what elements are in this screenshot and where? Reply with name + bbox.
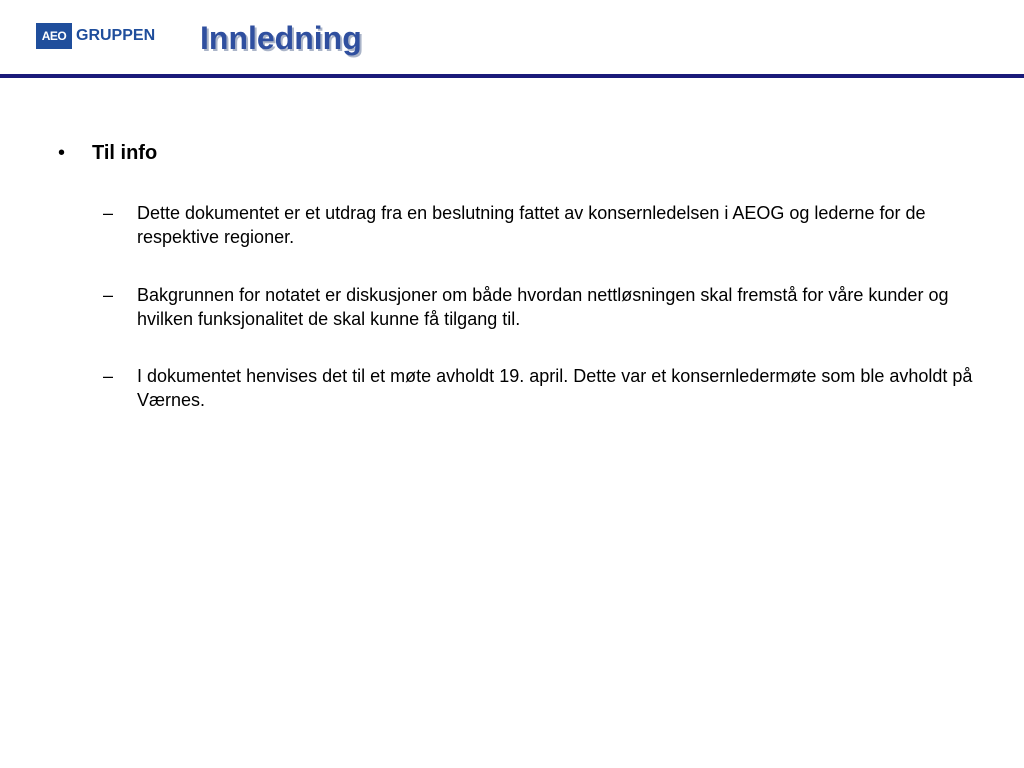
sub-bullet-item [103,283,993,331]
sub-bullet-item [103,201,993,249]
bullet-item-til-info [58,142,157,165]
sub-bullet-item [103,364,993,412]
slide-title: Innledning [200,20,362,56]
dash-icon: – [103,203,114,223]
logo-name: GRUPPEN [76,27,156,44]
bullet-icon: • [58,142,66,164]
sub-bullet-text: Bakgrunnen for notatet er diskusjoner om både hvordan nettløsningen skal fremstå for våre kunder og hvilken funksjonalitet de skal kunne få tilgang til. [137,285,949,329]
dash-icon: – [103,285,114,305]
dash-icon: – [103,366,114,386]
logo-mark [36,23,72,49]
title-divider [0,74,1024,78]
logo-mark-text: AEO [41,29,67,43]
bullet-label: Til info [92,142,158,164]
sub-bullet-text: Dette dokumentet er et utdrag fra en beslutning fattet av konsernledelsen i AEOG og lederne for de respektive regioner. [137,203,926,247]
sub-bullet-text: I dokumentet henvises det til et møte avholdt 19. april. Dette var et konsernledermøte som ble avholdt på Værnes. [137,366,973,410]
company-logo [36,23,155,49]
